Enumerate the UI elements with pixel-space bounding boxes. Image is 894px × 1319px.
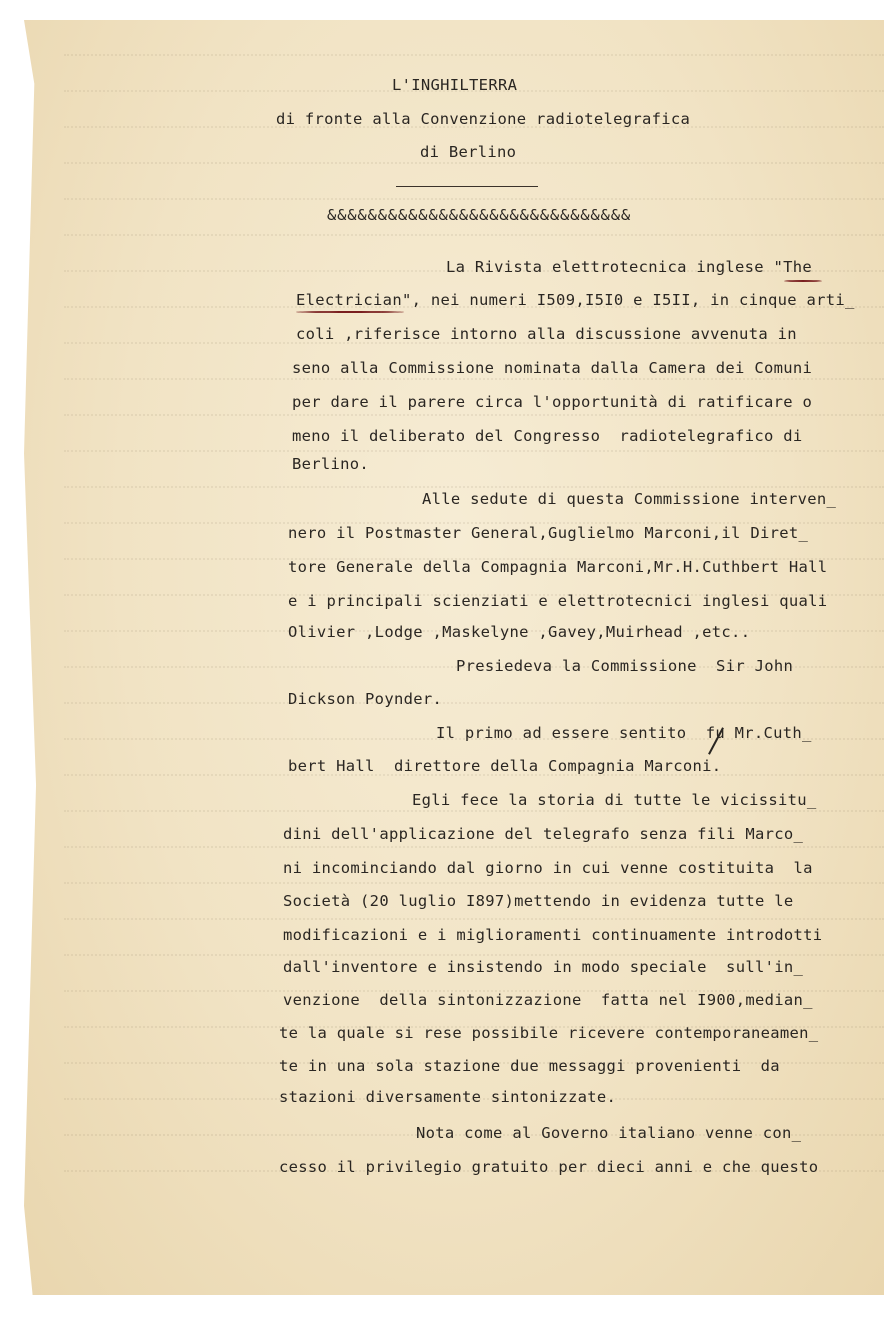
title-rule [396, 186, 538, 187]
body-line: per dare il parere circa l'opportunità di ratificare o [292, 393, 813, 411]
body-line: Presiedeva la Commissione Sir John [456, 657, 794, 675]
body-line: ni incominciando dal giorno in cui venne costituita la [283, 859, 813, 877]
document-subtitle-line2: di Berlino [420, 143, 517, 161]
body-line: Alle sedute di questa Commissione interven_ [422, 490, 837, 508]
body-line: dini dell'applicazione del telegrafo senza fili Marco_ [283, 825, 804, 843]
body-line: Il primo ad essere sentito fu Mr.Cuth_ [436, 724, 812, 742]
body-line: seno alla Commissione nominata dalla Camera dei Comuni [292, 359, 813, 377]
body-line: te in una sola stazione due messaggi provenienti da [279, 1057, 780, 1075]
document-title: L'INGHILTERRA [392, 76, 518, 94]
body-line: Società (20 luglio I897)mettendo in evidenza tutte le [283, 892, 794, 910]
body-line: stazioni diversamente sintonizzate. [279, 1088, 617, 1106]
body-line: venzione della sintonizzazione fatta nel I900,median_ [283, 991, 813, 1009]
body-line: La Rivista elettrotecnica inglese "The [446, 258, 813, 276]
body-line: Berlino. [292, 455, 370, 473]
body-line: e i principali scienziati e elettrotecnici inglesi quali [288, 592, 828, 610]
handwritten-underline [784, 280, 822, 282]
body-line: Egli fece la storia di tutte le vicissitu_ [412, 791, 817, 809]
body-line: nero il Postmaster General,Guglielmo Marconi,il Diret_ [288, 524, 809, 542]
body-line: Olivier ,Lodge ,Maskelyne ,Gavey,Muirhead ,etc.. [288, 623, 751, 641]
body-line: tore Generale della Compagnia Marconi,Mr.H.Cuthbert Hall [288, 558, 828, 576]
document-subtitle-line1: di fronte alla Convenzione radiotelegrafica [276, 110, 691, 128]
body-line: meno il deliberato del Congresso radiotelegrafico di [292, 427, 803, 445]
body-line: te la quale si rese possibile ricevere contemporaneamen_ [279, 1024, 819, 1042]
ornament-line: &&&&&&&&&&&&&&&&&&&&&&&&&&&&&& [327, 206, 631, 224]
body-line: cesso il privilegio gratuito per dieci anni e che questo [279, 1158, 819, 1176]
body-line: Nota come al Governo italiano venne con_ [416, 1124, 802, 1142]
body-line: dall'inventore e insistendo in modo speciale sull'in_ [283, 958, 804, 976]
body-line: modificazioni e i miglioramenti continuamente introdotti [283, 926, 823, 944]
body-line: Electrician", nei numeri I509,I5I0 e I5II, in cinque arti_ [296, 291, 855, 309]
body-line: coli ,riferisce intorno alla discussione avvenuta in [296, 325, 797, 343]
handwritten-underline [296, 311, 404, 313]
body-line: bert Hall direttore della Compagnia Marconi. [288, 757, 722, 775]
body-line: Dickson Poynder. [288, 690, 443, 708]
